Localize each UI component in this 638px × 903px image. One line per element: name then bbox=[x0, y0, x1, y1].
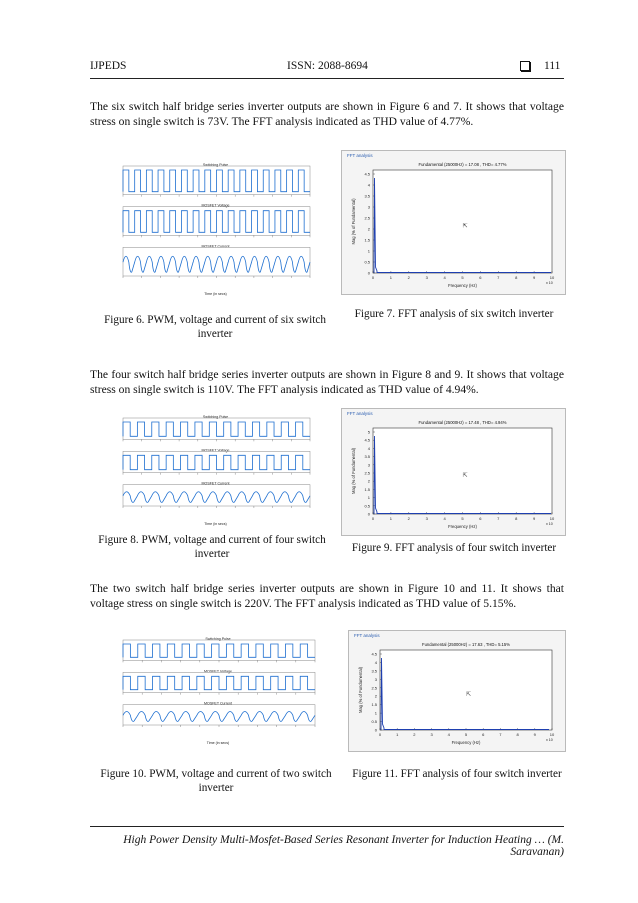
scope-plot bbox=[113, 632, 323, 747]
scope-time-label: Time (in secs) bbox=[206, 741, 230, 745]
fft-y-label: Mag (% of Fundamental) bbox=[351, 198, 356, 245]
fft-y-tick-label: 4 bbox=[367, 182, 370, 188]
fft-x-tick-label: 6 bbox=[482, 732, 485, 737]
fft-y-tick-label: 1.5 bbox=[364, 486, 370, 492]
fft-x-tick-label: 4 bbox=[443, 275, 446, 280]
scope-trace bbox=[123, 455, 310, 469]
scope-trace bbox=[123, 170, 310, 192]
fft-y-tick-label: 4.5 bbox=[364, 437, 370, 443]
fft-panel-label: FFT analysis bbox=[347, 411, 373, 416]
fft-x-exponent: x 10 bbox=[546, 738, 553, 742]
fft-x-tick-label: 7 bbox=[499, 732, 502, 737]
page-marker bbox=[520, 60, 534, 72]
fft-y-tick-label: 3.5 bbox=[364, 454, 370, 460]
issn: ISSN: 2088-8694 bbox=[287, 60, 368, 72]
figure-10-scope bbox=[113, 632, 323, 747]
paragraph-six-switch: The six switch half bridge series inverter outputs are shown in Figure 6 and 7. It shows that voltage stress on single switch is 73V. The FFT analysis indicated as THD value of 4.77%. bbox=[90, 100, 564, 128]
fft-y-tick-label: 2.5 bbox=[364, 470, 370, 476]
fft-x-tick-label: 4 bbox=[443, 516, 446, 521]
scope-plot bbox=[113, 410, 318, 528]
fft-x-tick-label: 2 bbox=[407, 516, 410, 521]
fft-x-tick-label: 1 bbox=[389, 516, 393, 521]
scope-plot bbox=[113, 158, 318, 298]
fft-x-exponent: x 10 bbox=[546, 281, 553, 285]
fft-x-exponent: x 10 bbox=[546, 522, 553, 526]
scope-title: Switching Pulse bbox=[202, 415, 229, 419]
fft-x-tick-label: 10 bbox=[549, 275, 555, 280]
fft-plot bbox=[341, 408, 566, 536]
figure-6-scope bbox=[113, 158, 318, 298]
scope-trace bbox=[123, 422, 310, 436]
scope-title: MOSFET Voltage bbox=[201, 448, 230, 453]
fft-x-tick-label: 8 bbox=[515, 275, 518, 280]
fft-y-tick-label: 0.5 bbox=[371, 719, 377, 725]
figure-9-caption: Figure 9. FFT analysis of four switch inverter bbox=[351, 542, 557, 554]
fft-x-tick-label: 0 bbox=[378, 732, 382, 737]
scope-title: MOSFET Current bbox=[201, 481, 230, 486]
fft-y-tick-label: 2.5 bbox=[371, 685, 377, 691]
scope-title: MOSFET Current bbox=[201, 244, 230, 249]
fft-title: Fundamental (25000Hz) = 17.08 , THD= 4.77% bbox=[418, 162, 507, 167]
fft-x-tick-label: 5 bbox=[464, 732, 468, 737]
fft-y-tick-label: 2 bbox=[367, 478, 370, 484]
fft-y-label: Mag (% of Fundamental) bbox=[358, 666, 363, 714]
fft-x-tick-label: 10 bbox=[549, 516, 555, 521]
fft-x-tick-label: 3 bbox=[425, 516, 428, 521]
fft-y-tick-label: 4 bbox=[374, 659, 377, 665]
checkbox-bullet-icon bbox=[520, 61, 530, 71]
fft-axes bbox=[380, 650, 552, 730]
scope-trace bbox=[123, 644, 315, 657]
fft-x-tick-label: 9 bbox=[532, 275, 536, 280]
scope-title: MOSFET Voltage bbox=[204, 669, 232, 674]
fft-y-tick-label: 4.5 bbox=[371, 651, 377, 657]
fft-y-tick-label: 2 bbox=[374, 693, 377, 699]
fft-x-tick-label: 2 bbox=[407, 275, 410, 280]
fft-x-tick-label: 8 bbox=[515, 516, 518, 521]
fft-x-tick-label: 5 bbox=[461, 275, 464, 280]
figure-11-fft bbox=[348, 630, 566, 752]
running-footer: High Power Density Multi-Mosfet-Based Series Resonant Inverter for Induction Heating … (M. Saravanan) bbox=[123, 834, 564, 858]
fft-x-label: Frequency (Hz) bbox=[451, 740, 481, 745]
figure-10-caption: Figure 10. PWM, voltage and current of two switch inverter bbox=[100, 768, 332, 794]
fft-x-tick-label: 7 bbox=[497, 275, 500, 280]
fft-x-tick-label: 5 bbox=[461, 516, 464, 521]
fft-x-tick-label: 3 bbox=[425, 275, 428, 280]
fft-x-label: Frequency (Hz) bbox=[448, 283, 477, 288]
fft-panel-label: FFT analysis bbox=[354, 633, 380, 638]
page-number: 111 bbox=[544, 60, 561, 72]
fft-y-label: Mag (% of Fundamental) bbox=[351, 447, 356, 495]
fft-x-tick-label: 0 bbox=[371, 516, 375, 521]
cursor-icon: ⇱ bbox=[462, 222, 468, 230]
fft-y-tick-label: 0 bbox=[374, 727, 377, 733]
figure-7-caption: Figure 7. FFT analysis of six switch inverter bbox=[354, 308, 554, 320]
scope-trace bbox=[123, 492, 310, 503]
fft-plot bbox=[348, 630, 566, 752]
fft-x-tick-label: 1 bbox=[396, 732, 399, 737]
fft-y-tick-label: 4 bbox=[367, 445, 370, 451]
fft-x-tick-label: 9 bbox=[533, 732, 536, 737]
fft-x-tick-label: 4 bbox=[447, 732, 450, 737]
figure-6-caption: Figure 6. PWM, voltage and current of six switch inverter bbox=[104, 314, 326, 340]
fft-y-tick-label: 1 bbox=[374, 710, 377, 716]
fft-axes bbox=[373, 428, 552, 514]
cursor-icon: ⇱ bbox=[466, 691, 472, 698]
fft-plot bbox=[341, 150, 566, 295]
journal-name: IJPEDS bbox=[90, 60, 127, 72]
fft-y-tick-label: 3 bbox=[367, 204, 370, 210]
footer-rule bbox=[90, 826, 564, 827]
fft-y-tick-label: 4.5 bbox=[364, 171, 370, 177]
fft-x-tick-label: 9 bbox=[532, 516, 536, 521]
fft-x-tick-label: 10 bbox=[549, 732, 555, 737]
fft-x-tick-label: 7 bbox=[497, 516, 500, 521]
fft-axes bbox=[373, 170, 552, 273]
fft-y-tick-label: 1 bbox=[367, 248, 370, 254]
fft-x-tick-label: 6 bbox=[479, 275, 482, 280]
fft-y-tick-label: 0 bbox=[367, 270, 370, 276]
scope-trace bbox=[123, 676, 315, 689]
fft-x-tick-label: 2 bbox=[413, 732, 416, 737]
scope-title: MOSFET Current bbox=[204, 701, 232, 706]
figure-9-fft bbox=[341, 408, 566, 536]
scope-trace bbox=[123, 256, 310, 272]
fft-title: Fundamental (25000Hz) = 17.63 , THD= 5.15% bbox=[422, 642, 510, 647]
fft-y-tick-label: 1 bbox=[367, 495, 370, 501]
scope-title: MOSFET Voltage bbox=[201, 203, 230, 208]
paragraph-two-switch: The two switch half bridge series inverter outputs are shown in Figure 10 and 11. It shows that voltage stress on single switch is 220V. The FFT analysis indicated as THD value of 5.15%. bbox=[90, 582, 564, 610]
fft-x-tick-label: 6 bbox=[479, 516, 482, 521]
fft-x-tick-label: 1 bbox=[389, 275, 393, 280]
fft-y-tick-label: 0.5 bbox=[364, 503, 370, 509]
figure-11-caption: Figure 11. FFT analysis of four switch inverter bbox=[352, 768, 562, 780]
fft-y-tick-label: 1.5 bbox=[371, 702, 377, 708]
fft-panel-label: FFT analysis bbox=[347, 153, 373, 158]
fft-y-tick-label: 2 bbox=[367, 226, 370, 232]
fft-y-tick-label: 0.5 bbox=[364, 259, 370, 265]
fft-x-tick-label: 3 bbox=[430, 732, 433, 737]
fft-y-tick-label: 1.5 bbox=[364, 237, 370, 243]
figure-8-scope bbox=[113, 410, 318, 528]
scope-trace bbox=[123, 211, 310, 233]
cursor-icon: ⇱ bbox=[462, 472, 468, 479]
scope-title: Switching Pulse bbox=[205, 637, 231, 641]
fft-title: Fundamental (25000Hz) = 17.48 , THD= 4.94% bbox=[418, 420, 507, 425]
fft-x-tick-label: 0 bbox=[371, 275, 375, 280]
fft-y-tick-label: 3 bbox=[367, 462, 370, 468]
scope-title: Switching Pulse bbox=[202, 163, 229, 167]
header-rule bbox=[90, 78, 564, 79]
fft-y-tick-label: 3 bbox=[374, 676, 377, 682]
fft-x-tick-label: 8 bbox=[516, 732, 519, 737]
paragraph-four-switch: The four switch half bridge series inverter outputs are shown in Figure 8 and 9. It shows that voltage stress on single switch is 110V. The FFT analysis indicated as THD value of 4.94%. bbox=[90, 368, 564, 396]
scope-trace bbox=[123, 712, 315, 722]
fft-y-tick-label: 5 bbox=[367, 429, 370, 435]
fft-y-tick-label: 2.5 bbox=[364, 215, 370, 221]
fft-y-tick-label: 3.5 bbox=[371, 668, 377, 674]
fft-y-tick-label: 3.5 bbox=[364, 193, 370, 199]
fft-x-label: Frequency (Hz) bbox=[448, 524, 477, 529]
fft-y-tick-label: 0 bbox=[367, 511, 370, 517]
figure-8-caption: Figure 8. PWM, voltage and current of four switch inverter bbox=[98, 534, 326, 560]
figure-7-fft bbox=[341, 150, 566, 295]
scope-time-label: Time (in secs) bbox=[204, 522, 227, 526]
scope-time-label: Time (in secs) bbox=[204, 292, 227, 296]
